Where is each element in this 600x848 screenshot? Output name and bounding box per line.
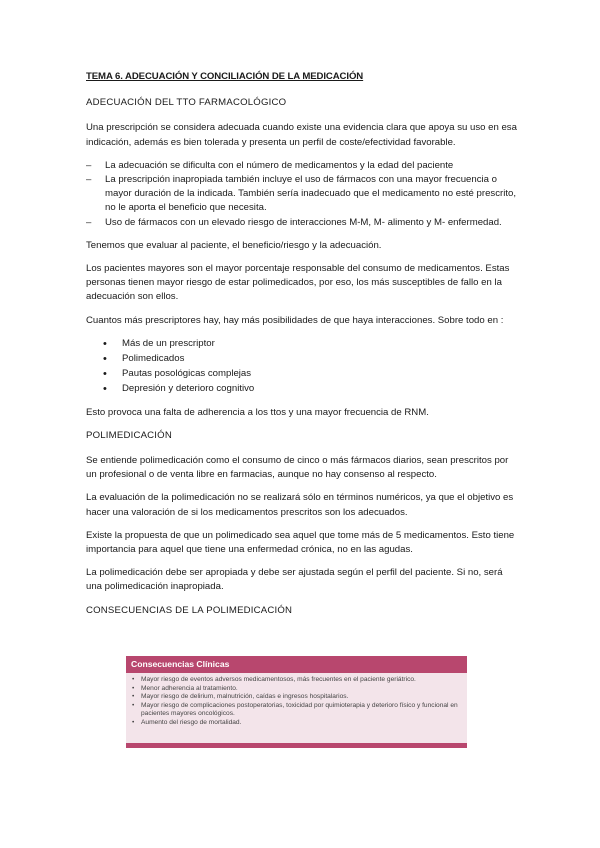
list-item: • Más de un prescriptor — [86, 337, 518, 351]
section-heading-polimedicacion: POLIMEDICACIÓN — [86, 429, 172, 441]
consequences-table — [126, 656, 467, 748]
dash-list — [86, 159, 518, 230]
paragraph: Los pacientes mayores son el mayor porcentaje responsable del consumo de medicamentos. Estas personas tienen mayor riesgo de estar polimedicados, por eso, los más susceptibles de fallo en la adecuación son ellos. — [86, 263, 510, 303]
section-heading-adecuacion: ADECUACIÓN DEL TTO FARMACOLÓGICO — [86, 97, 287, 109]
paragraph: La evaluación de la polimedicación no se realizará sólo en términos numéricos, ya que el objetivo es hacer una valoración de si los medicamentos prescritos son los adecuados. — [86, 492, 514, 518]
paragraph: Existe la propuesta de que un polimedicado sea aquel que tome más de 5 medicamentos. Esto tiene importancia para aquel que tiene una enfermedad crónica, no en las agudas. — [86, 529, 515, 556]
table-next-header-strip — [126, 743, 467, 748]
list-item: – La adecuación se dificulta con el número de medicamentos y la edad del paciente — [86, 159, 518, 173]
paragraph: Esto provoca una falta de adherencia a los ttos y una mayor frecuencia de RNM. — [86, 406, 429, 418]
table-row: • Mayor riesgo de delirium, malnutrición, caídas e ingresos hospitalarios. — [131, 693, 462, 702]
list-item: • Depresión y deterioro cognitivo — [86, 382, 518, 396]
paragraph: Tenemos que evaluar al paciente, el beneficio/riesgo y la adecuación. — [86, 239, 382, 251]
list-item: – Uso de fármacos con un elevado riesgo de interacciones M-M, M- alimento y M- enfermedad. — [86, 216, 518, 230]
table-body — [126, 673, 467, 728]
section-heading-consecuencias: CONSECUENCIAS DE LA POLIMEDICACIÓN — [86, 604, 293, 616]
list-item: – La prescripción inapropiada también incluye el uso de fármacos con una mayor frecuencia o mayor duración de la indicada. También sería inadecuado que el medicamento no esté prescrito, no le aporta el beneficio que necesita. — [86, 173, 518, 216]
table-row: • Menor adherencia al tratamiento. — [131, 685, 462, 694]
paragraph: La polimedicación debe ser apropiada y debe ser ajustada según el perfil del paciente. Si no, será una polimedicación inapropiada. — [86, 567, 503, 593]
paragraph: Una prescripción se considera adecuada cuando existe una evidencia clara que apoya su uso en esa indicación, además es bien tolerada y presenta un perfil de coste/efectividad favorable. — [86, 122, 517, 148]
table-header: Consecuencias Clínicas — [126, 656, 467, 673]
page-title: TEMA 6. ADECUACIÓN Y CONCILIACIÓN DE LA MEDICACIÓN — [86, 71, 364, 82]
bullet-list — [86, 337, 518, 397]
paragraph: Cuantos más prescriptores hay, hay más posibilidades de que haya interacciones. Sobre todo en : — [86, 314, 504, 326]
paragraph: Se entiende polimedicación como el consumo de cinco o más fármacos diarios, sean prescritos por un profesional o de venta libre en farmacias, aunque no hay consenso al respecto. — [86, 455, 509, 481]
list-item: • Pautas posológicas complejas — [86, 367, 518, 381]
table-row: • Mayor riesgo de complicaciones postoperatorias, toxicidad por quimioterapia y deterioro físico y funcional en pacientes mayores oncológicos. — [131, 702, 462, 719]
table-row: • Mayor riesgo de eventos adversos medicamentosos, más frecuentes en el paciente geriátrico. — [131, 676, 462, 685]
list-item: • Polimedicados — [86, 352, 518, 366]
table-row: • Aumento del riesgo de mortalidad. — [131, 719, 462, 728]
document-content — [86, 70, 518, 629]
